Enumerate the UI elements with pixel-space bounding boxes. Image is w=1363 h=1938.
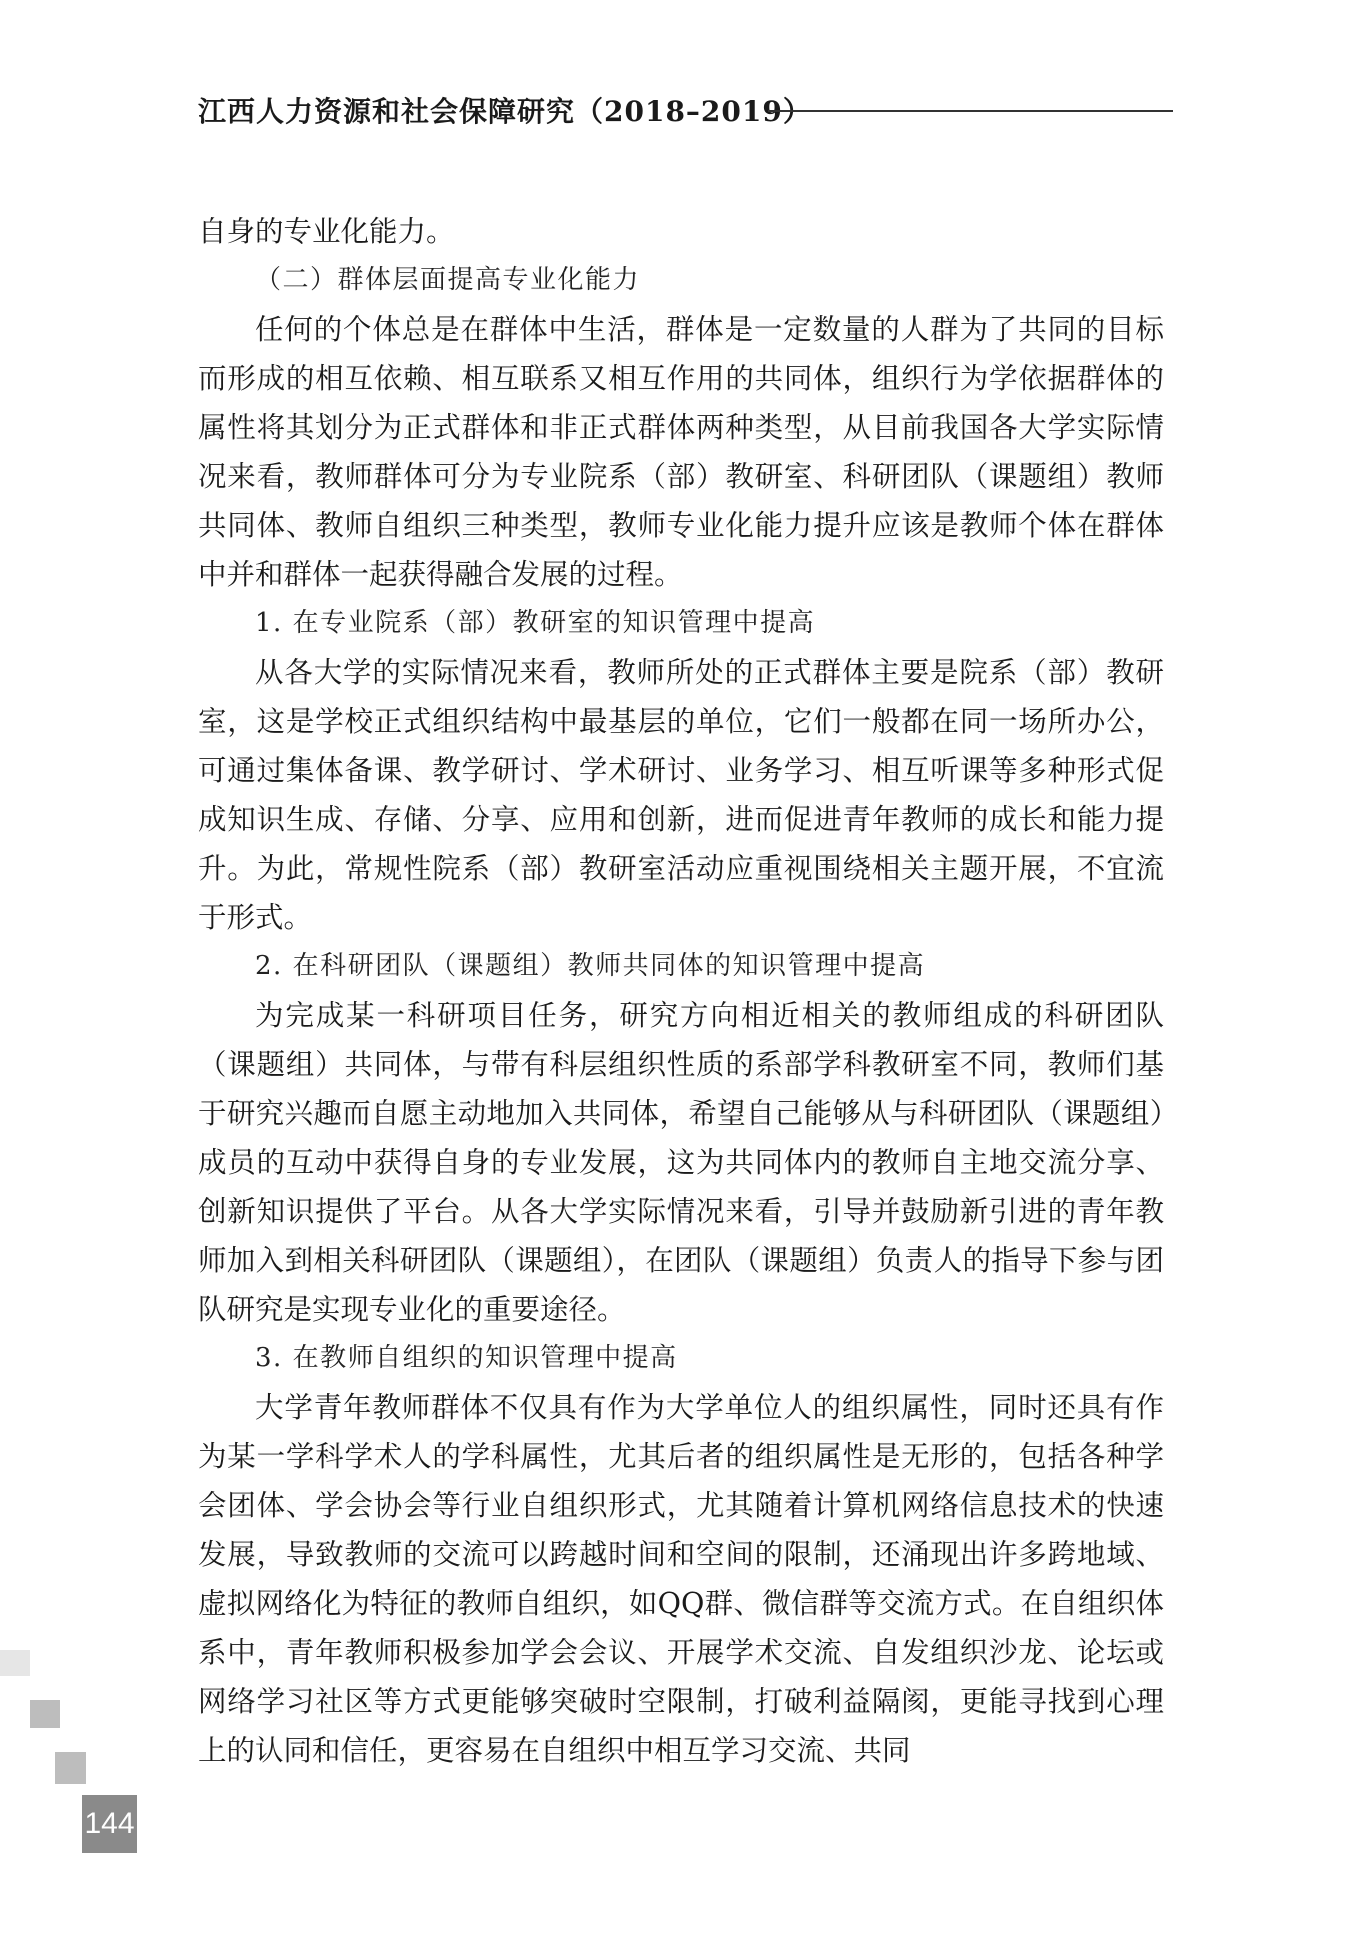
- decorative-square: [30, 1700, 60, 1728]
- subsection-heading: 1. 在专业院系（部）教研室的知识管理中提高: [255, 608, 816, 638]
- body-text: [198, 207, 1164, 1775]
- paragraph: 任何的个体总是在群体中生活，群体是一定数量的人群为了共同的目标而形成的相互依赖、相互联系又相互作用的共同体，组织行为学依据群体的属性将其划分为正式群体和非正式群体两种类型，从目前我国各大学实际情况来看，教师群体可分为专业院系（部）教研室、科研团队（课题组）教师共同体、教师自组织三种类型，教师专业化能力提升应该是教师个体在群体中并和群体一起获得融合发展的过程。: [198, 313, 1164, 591]
- running-header-title: 江西人力资源和社会保障研究（2018–2019）: [198, 95, 812, 128]
- subsection-heading: 2. 在科研团队（课题组）教师共同体的知识管理中提高: [255, 951, 926, 981]
- decorative-square: [55, 1752, 86, 1784]
- decorative-square: [0, 1650, 30, 1676]
- header-rule: [768, 110, 1173, 112]
- paragraph: 从各大学的实际情况来看，教师所处的正式群体主要是院系（部）教研室，这是学校正式组织结构中最基层的单位，它们一般都在同一场所办公，可通过集体备课、教学研讨、学术研讨、业务学习、相互听课等多种形式促成知识生成、存储、分享、应用和创新，进而促进青年教师的成长和能力提升。为此，常规性院系（部）教研室活动应重视围绕相关主题开展，不宜流于形式。: [198, 656, 1164, 934]
- paragraph: 为完成某一科研项目任务，研究方向相近相关的教师组成的科研团队（课题组）共同体，与带有科层组织性质的系部学科教研室不同，教师们基于研究兴趣而自愿主动地加入共同体，希望自己能够从与科研团队（课题组）成员的互动中获得自身的专业发展，这为共同体内的教师自主地交流分享、创新知识提供了平台。从各大学实际情况来看，引导并鼓励新引进的青年教师加入到相关科研团队（课题组），在团队（课题组）负责人的指导下参与团队研究是实现专业化的重要途径。: [198, 999, 1164, 1326]
- page-number: 144: [82, 1795, 137, 1853]
- subsection-heading: 3. 在教师自组织的知识管理中提高: [255, 1343, 678, 1373]
- paragraph: 大学青年教师群体不仅具有作为大学单位人的组织属性，同时还具有作为某一学科学术人的学科属性，尤其后者的组织属性是无形的，包括各种学会团体、学会协会等行业自组织形式，尤其随着计算机网络信息技术的快速发展，导致教师的交流可以跨越时间和空间的限制，还涌现出许多跨地域、虚拟网络化为特征的教师自组织，如QQ群、微信群等交流方式。在自组织体系中，青年教师积极参加学会会议、开展学术交流、自发组织沙龙、论坛或网络学习社区等方式更能够突破时空限制，打破利益隔阂，更能寻找到心理上的认同和信任，更容易在自组织中相互学习交流、共同: [198, 1391, 1164, 1767]
- section-heading: （二）群体层面提高专业化能力: [255, 265, 641, 295]
- paragraph: 自身的专业化能力。: [198, 215, 455, 248]
